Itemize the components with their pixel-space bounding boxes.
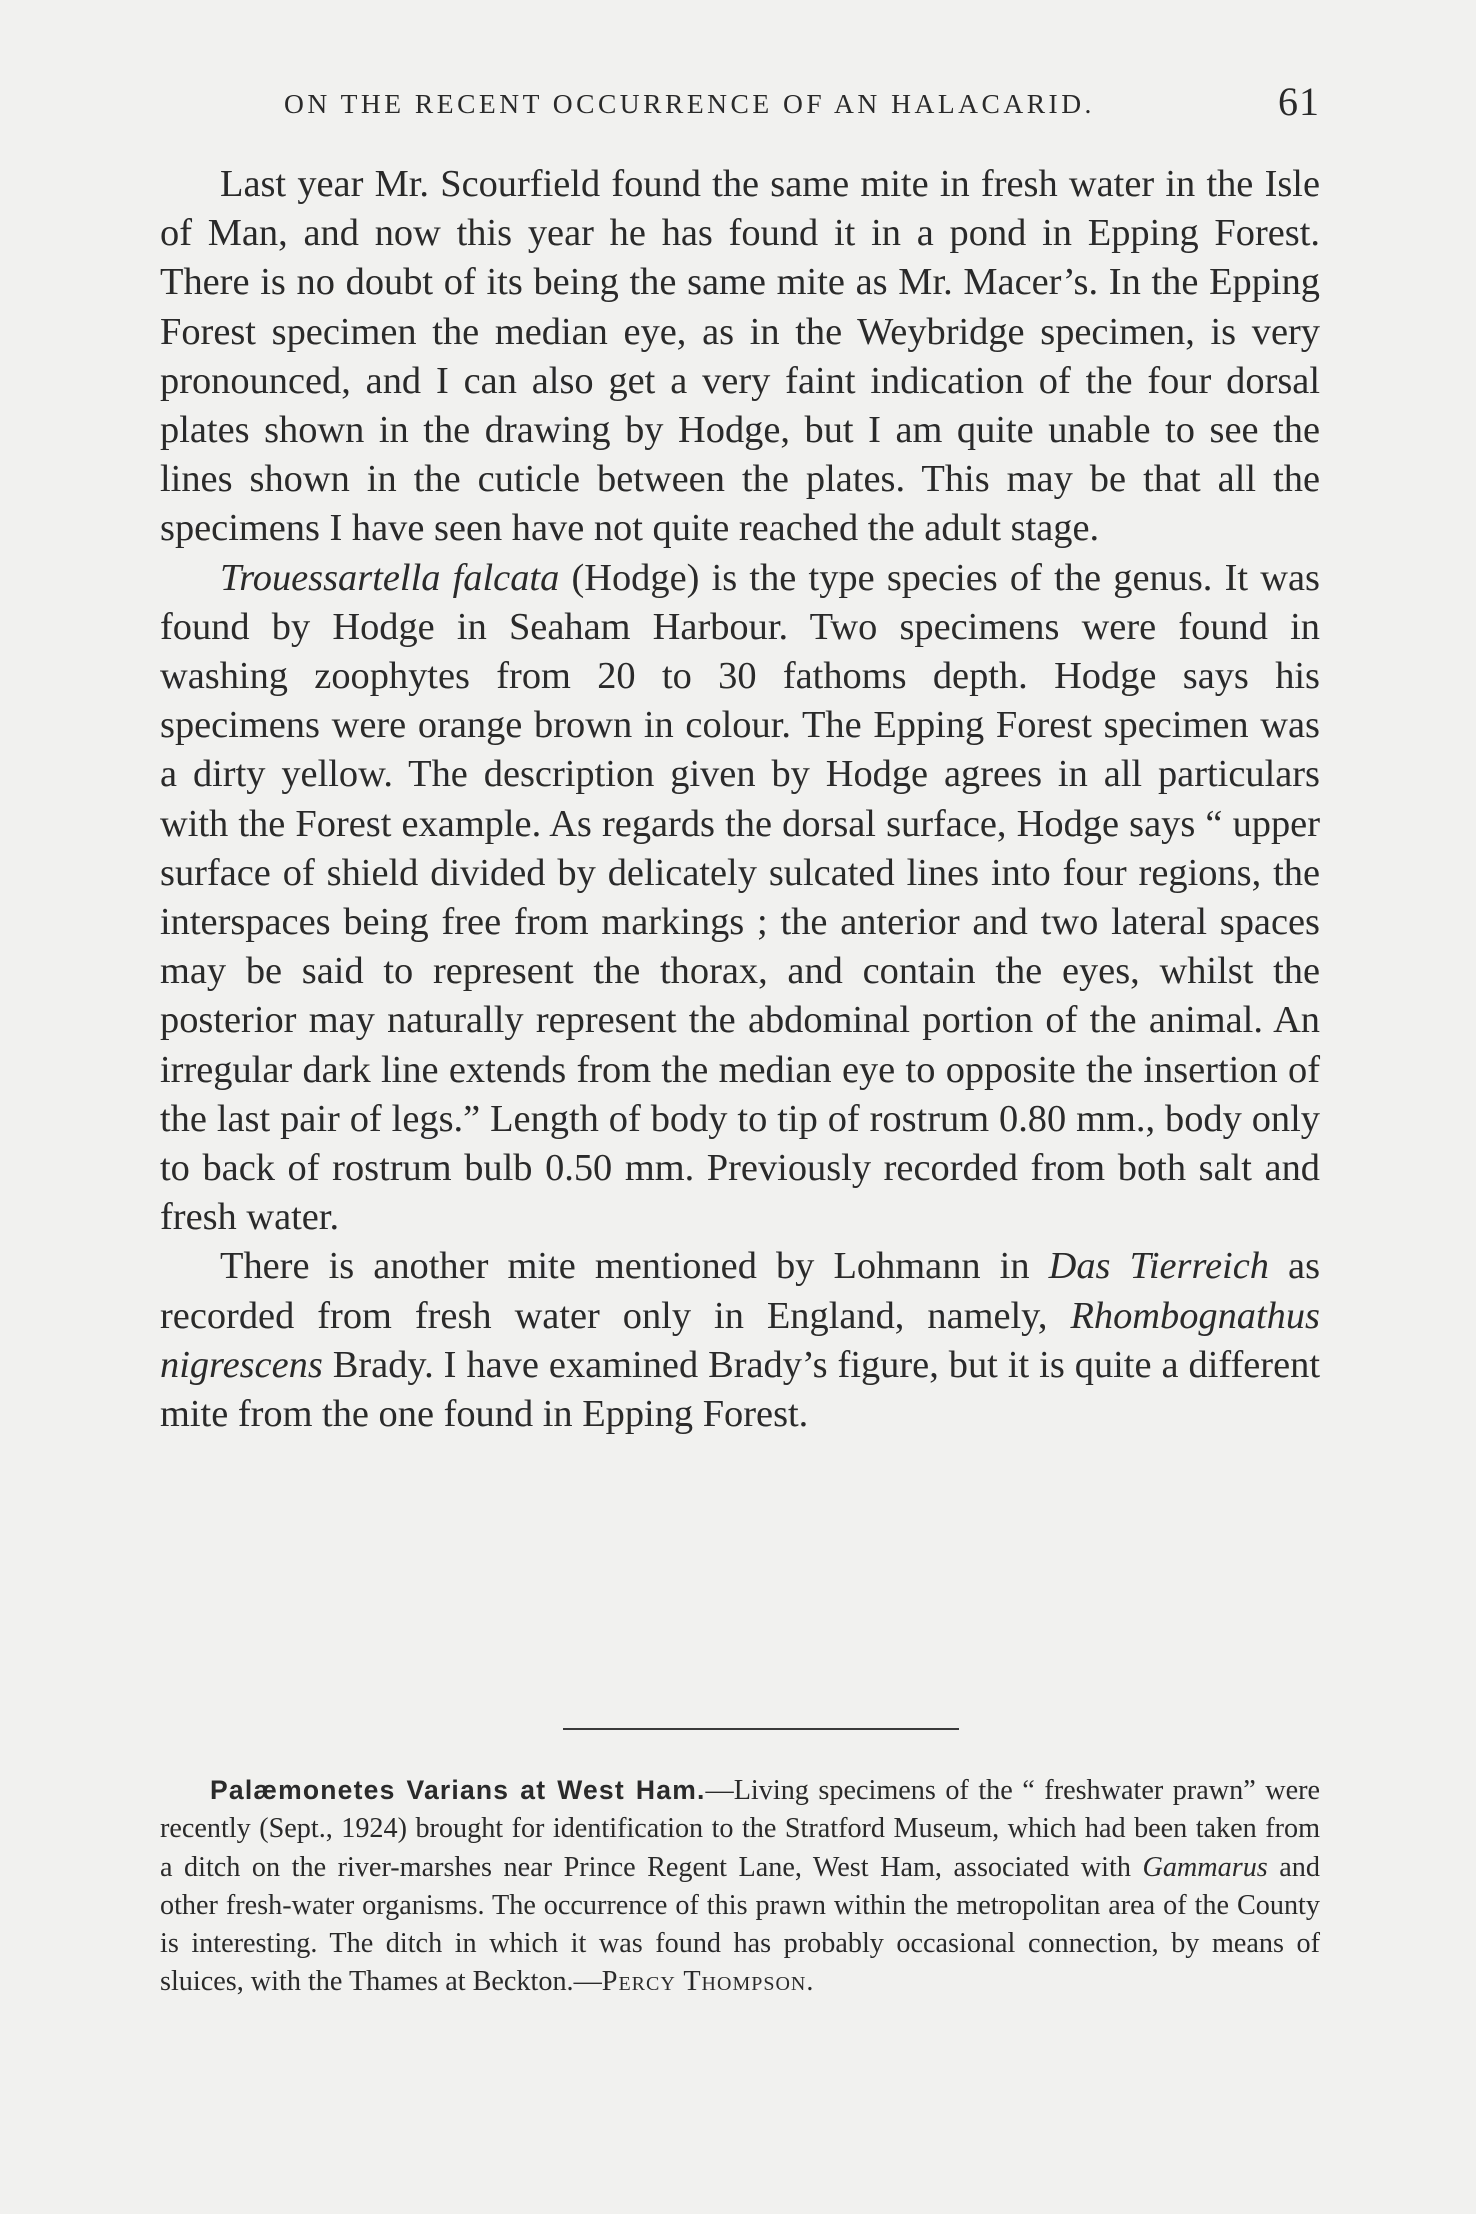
paragraph-2 [160,554,1320,1243]
note-author: Percy Thompson. [601,1966,815,1998]
running-title: ON THE RECENT OCCURRENCE OF AN HALACARID. [284,88,1095,119]
note-paragraph [160,1771,1320,2002]
note-text-a: —Living specimens of the “ freshwater prawn” were recently (Sept., 1924) brought for identification to the Stratford Museum, which had been taken from a ditch on the river-marshes near Prince Regent Lane, West Ham, associated with [160,1775,1320,1883]
note-text-b: and other fresh-water organisms. The occurrence of this prawn within the metropolitan area of the County is interesting. The ditch in which it was found has probably occasional connection, by means of sluices, with the Thames at Beckton.— [160,1851,1320,1998]
paragraph-3 [160,1242,1320,1439]
section-divider [563,1728,959,1730]
paragraph-2-text: (Hodge) is the type species of the genus. It was found by Hodge in Seaham Harbour. Two specimens were found in washing zoophytes from 20 to 30 fathoms depth. Hodge says his specimens were orange brown in colour. The Epping Forest specimen was a dirty yellow. The description given by Hodge agrees in all particulars with the Forest example. As regards the dorsal surface, Hodge says “ upper surface of shield divided by delicately sulcated lines into four regions, the interspaces being free from markings ; the anterior and two lateral spaces may be said to represent the thorax, and contain the eyes, whilst the posterior may naturally represent the abdominal portion of the animal. An irregular dark line extends from the median eye to opposite the insertion of the last pair of legs.” Length of body to tip of rostrum 0.80 mm., body only to back of rostrum bulb 0.50 mm. Previously recorded from both salt and fresh water. [160,556,1320,1239]
work-title: Das Tierreich [1048,1245,1269,1288]
paragraph-3-text-c: Brady. I have examined Brady’s figure, but it is quite a different mite from the one found in Epping Forest. [160,1343,1320,1436]
paragraph-3-text-b: as recorded from fresh water only in England, namely, [160,1245,1321,1337]
species-name: Trouessartella falcata [220,556,560,599]
paragraph-3-text-a: There is another mite mentioned by Lohmann in [220,1245,1049,1288]
species-name-2: Rhombognathus nigrescens [160,1294,1320,1386]
short-note [160,1771,1320,2002]
running-head [160,78,1320,138]
note-genus: Gammarus [1142,1851,1268,1883]
article-body [160,160,1320,1439]
paragraph-1: Last year Mr. Scourfield found the same mite in fresh water in the Isle of Man, and now this year he has found it in a pond in Epping Forest. There is no doubt of its being the same mite as Mr. Macer’s. In the Epping Forest specimen the median eye, as in the Weybridge specimen, is very pronounced, and I can also get a very faint indication of the four dorsal plates shown in the drawing by Hodge, but I am quite unable to see the lines shown in the cuticle between the plates. This may be that all the specimens I have seen have not quite reached the adult stage. [160,163,1320,550]
page-number: 61 [1278,79,1320,124]
note-heading: Palæmonetes Varians at West Ham. [210,1775,706,1805]
